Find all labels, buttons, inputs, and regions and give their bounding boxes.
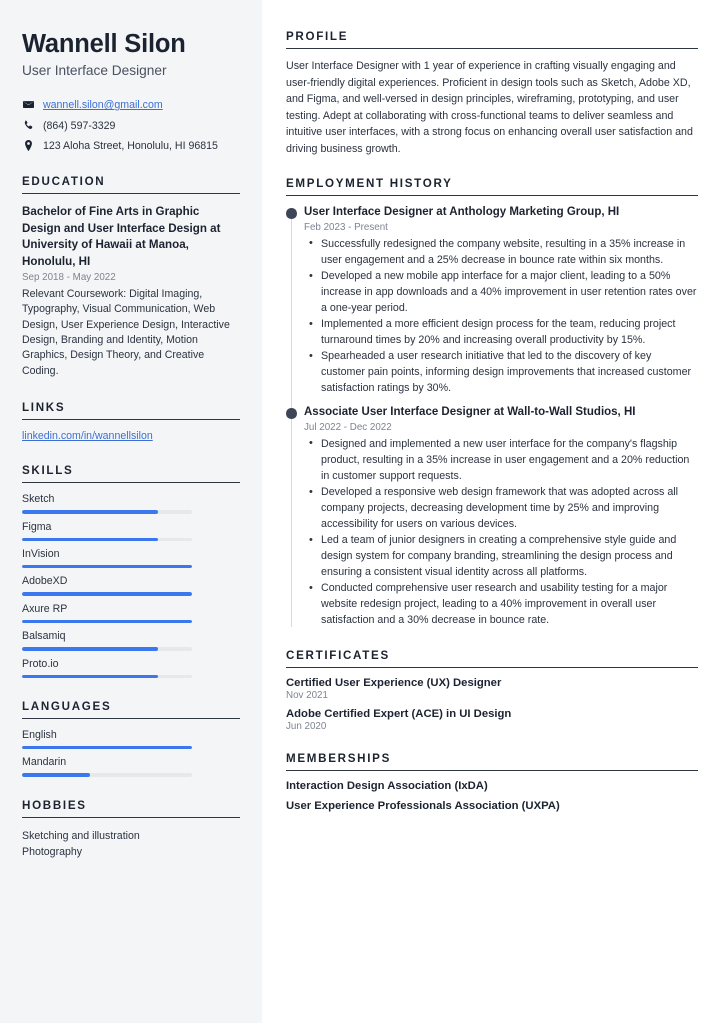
- employment-bullet: • Conducted comprehensive user research and usability testing for a major website redesign project, leading to a 40% improvement in overall user satisfaction and a 30% decrease in bounce rate.: [304, 580, 698, 628]
- skill-level-bar: [22, 565, 192, 568]
- skill-level-fill: [22, 620, 192, 623]
- skills-list: [22, 493, 240, 678]
- skill-row: [22, 493, 240, 513]
- candidate-name: Wannell Silon: [22, 30, 186, 58]
- employment-bullet: • Developed a responsive web design framework that was adopted across all company projects, decreasing development time by 25% and improving accessibility for users on various devices.: [304, 484, 698, 532]
- skill-row: [22, 548, 240, 568]
- skill-level-fill: [22, 592, 192, 595]
- map-pin-icon: [22, 139, 35, 151]
- links-heading: LINKS: [22, 401, 240, 420]
- timeline-dot-icon: [286, 208, 297, 219]
- contact-row-email[interactable]: [22, 98, 240, 112]
- language-level-fill: [22, 773, 90, 776]
- skill-label: Axure RP: [22, 602, 68, 615]
- hobby-item: Sketching and illustration: [22, 829, 140, 842]
- employment-bullet: • Implemented a more efficient design process for the team, reducing project turnaround times by 20% and increasing overall productivity by 15%.: [304, 316, 698, 348]
- certificate-title: Adobe Certified Expert (ACE) in UI Design: [286, 707, 512, 720]
- certificates-list: [286, 677, 698, 732]
- hobbies-list: [22, 828, 240, 861]
- employment-timeline: [286, 205, 698, 628]
- skills-heading: SKILLS: [22, 464, 240, 483]
- skill-level-bar: [22, 538, 192, 541]
- skill-label: Figma: [22, 520, 52, 533]
- hobbies-heading: HOBBIES: [22, 799, 240, 818]
- skill-level-fill: [22, 675, 158, 678]
- employment-bullet: • Designed and implemented a new user interface for the company's flagship product, resulting in a 35% increase in user engagement and a 20% reduction in customer support requests.: [304, 436, 698, 484]
- hobbies-section: [22, 799, 240, 861]
- profile-heading: PROFILE: [286, 30, 698, 49]
- employment-title: User Interface Designer at Anthology Marketing Group, HI: [304, 206, 620, 219]
- profile-text: User Interface Designer with 1 year of experience in crafting visually engaging and user-friendly digital experiences. Proficient in design tools such as Sketch, Adobe XD, and Figma, and well-versed in design principles, wireframing, prototyping, and user testing. Adept at collaborating with cross-functional teams to deliver seamless and intuitive user interfaces, with a strong focus on enhancing overall user satisfaction and driving business growth.: [286, 60, 693, 155]
- skill-level-fill: [22, 565, 192, 568]
- language-row: [22, 729, 240, 749]
- certificate-date: Jun 2020: [286, 720, 327, 732]
- skill-level-bar: [22, 592, 192, 595]
- employment-date: Feb 2023 - Present: [304, 221, 388, 233]
- contact-list: [22, 98, 240, 153]
- contact-phone-value: (864) 597-3329: [43, 119, 116, 132]
- skill-label: Sketch: [22, 493, 55, 506]
- skill-label: Proto.io: [22, 657, 59, 670]
- certificate-item: [286, 708, 698, 732]
- skill-level-bar: [22, 510, 192, 513]
- links-section: [22, 401, 240, 442]
- employment-bullet: • Developed a new mobile app interface for a major client, leading to a 50% increase in app downloads and a 40% improvement in user retention rates over a one-year period.: [304, 268, 698, 316]
- sidebar: [0, 0, 262, 1023]
- skill-row: [22, 521, 240, 541]
- language-row: [22, 756, 240, 776]
- memberships-list: [286, 780, 698, 812]
- employment-entry: [304, 405, 698, 628]
- education-heading: EDUCATION: [22, 175, 240, 194]
- education-date: Sep 2018 - May 2022: [22, 272, 116, 284]
- membership-item: User Experience Professionals Association (UXPA): [286, 799, 560, 812]
- languages-list: [22, 729, 240, 777]
- employment-section: [286, 177, 698, 628]
- skill-row: [22, 630, 240, 650]
- skill-level-fill: [22, 538, 158, 541]
- employment-bullet-list: [304, 436, 698, 629]
- skill-level-fill: [22, 510, 158, 513]
- certificate-item: [286, 677, 698, 701]
- certificate-date: Nov 2021: [286, 689, 328, 701]
- languages-heading: LANGUAGES: [22, 700, 240, 719]
- language-label: Mandarin: [22, 756, 67, 769]
- employment-date: Jul 2022 - Dec 2022: [304, 421, 392, 433]
- profile-section: [286, 30, 698, 157]
- language-level-fill: [22, 746, 192, 749]
- employment-bullet: • Successfully redesigned the company website, resulting in a 35% increase in user engagement and a 25% decrease in bounce rate within six months.: [304, 236, 698, 268]
- employment-bullet-list: [304, 236, 698, 396]
- contact-row-phone: [22, 119, 240, 133]
- candidate-job-title: User Interface Designer: [22, 63, 167, 79]
- skill-row: [22, 603, 240, 623]
- employment-title: Associate User Interface Designer at Wall-to-Wall Studios, HI: [304, 406, 636, 419]
- language-label: English: [22, 728, 57, 741]
- languages-section: [22, 700, 240, 777]
- contact-email-value[interactable]: wannell.silon@gmail.com: [43, 99, 163, 112]
- skill-row: [22, 658, 240, 678]
- skill-row: [22, 575, 240, 595]
- link-item[interactable]: linkedin.com/in/wannellsilon: [22, 430, 153, 443]
- education-section: [22, 175, 240, 379]
- skill-label: InVision: [22, 547, 60, 560]
- skill-label: Balsamiq: [22, 630, 66, 643]
- skill-level-bar: [22, 675, 192, 678]
- skill-level-bar: [22, 620, 192, 623]
- employment-bullet: • Spearheaded a user research initiative that led to the discovery of key customer pain points, informing design improvements that increased customer satisfaction ratings by 30%.: [304, 348, 698, 396]
- employment-bullet: • Led a team of junior designers in creating a comprehensive style guide and design system for company branding, streamlining the design process and ensuring a consistent visual identity across all platforms.: [304, 532, 698, 580]
- main-column: [262, 0, 724, 1023]
- contact-row-address: [22, 139, 240, 153]
- skills-section: [22, 464, 240, 678]
- timeline-dot-icon: [286, 408, 297, 419]
- language-level-bar: [22, 773, 192, 776]
- memberships-heading: MEMBERSHIPS: [286, 752, 698, 771]
- skill-label: AdobeXD: [22, 575, 68, 588]
- memberships-section: [286, 752, 698, 812]
- education-degree: Bachelor of Fine Arts in Graphic Design and User Interface Design at University of Hawaii at Manoa, Honolulu, HI: [22, 205, 221, 268]
- contact-address-value: 123 Aloha Street, Honolulu, HI 96815: [43, 139, 218, 152]
- education-description: Relevant Coursework: Digital Imaging, Typography, Visual Communication, Web Design, User Experience Design, Interactive Design, Branding and Identity, Motion Graphics, Design Theory, and Creative Coding.: [22, 288, 230, 377]
- certificates-heading: CERTIFICATES: [286, 649, 698, 668]
- envelope-icon: [22, 98, 35, 110]
- phone-icon: [22, 119, 35, 131]
- skill-level-bar: [22, 647, 192, 650]
- language-level-bar: [22, 746, 192, 749]
- certificates-section: [286, 649, 698, 732]
- membership-item: Interaction Design Association (IxDA): [286, 779, 488, 792]
- hobby-item: Photography: [22, 846, 83, 859]
- certificate-title: Certified User Experience (UX) Designer: [286, 676, 502, 689]
- skill-level-fill: [22, 647, 158, 650]
- employment-heading: EMPLOYMENT HISTORY: [286, 177, 698, 196]
- employment-entry: [304, 205, 698, 396]
